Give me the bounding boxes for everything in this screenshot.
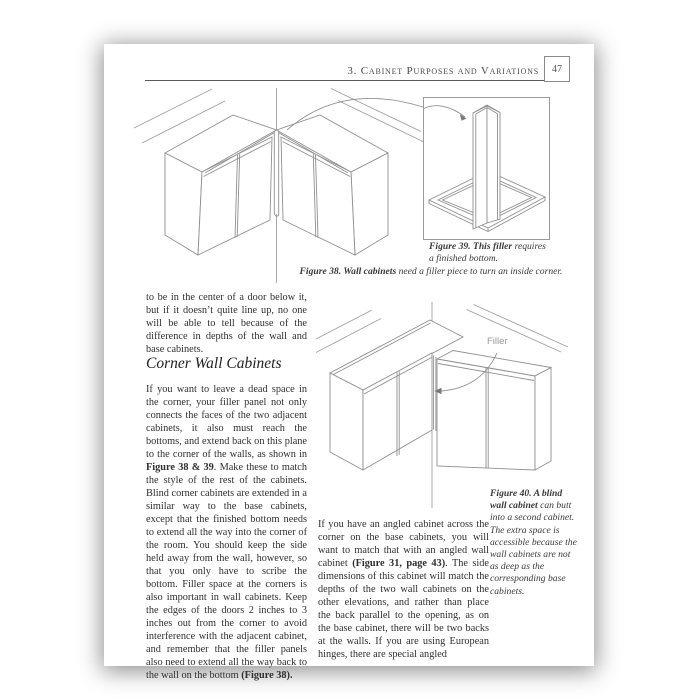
figure-38-caption-lead: Figure 38. Wall cabinets	[299, 266, 399, 277]
figure-40-caption-lead: Figure 40. A blind wall cabinet	[490, 488, 563, 512]
figure-39-inset-drawing	[423, 97, 550, 240]
paragraph-text: . The side dimensions of this cabinet will match the depths of the two wall cabinets on the other elevations, and rather than place the back parallel to the opening, as on the base cabinet, there will be two backs at the walls. If you are using European hinges, there are special angled	[318, 558, 489, 660]
left-wall-cabinet	[165, 115, 277, 255]
figure-40-drawing	[313, 298, 579, 512]
page-number-box	[544, 56, 570, 82]
header-rule	[145, 80, 544, 81]
blind-corner-cabinet	[437, 351, 551, 471]
figure-40-caption	[490, 488, 578, 598]
callout-arc-end	[423, 106, 465, 117]
corner-filler-strip	[434, 356, 436, 432]
right-column-paragraph-1	[318, 518, 489, 661]
figure-38-caption	[296, 266, 566, 278]
figure-39-caption-rest: requires a finished bottom.	[429, 241, 546, 265]
left-column-paragraph-1: to be in the center of a door below it, but if it doesn’t quite line up, no one will be able to tell because of the difference in depths of the wall and base cabinets.	[146, 292, 307, 355]
right-wall-cabinet	[277, 115, 389, 255]
figure-39-caption	[429, 241, 553, 265]
vertical-filler-piece	[473, 105, 500, 229]
figure-38-caption-rest: need a filler piece to turn an inside corner.	[398, 266, 563, 277]
paragraph-text: If you want to leave a dead space in the corner, your filler panel not only connects the faces of the two adjacent cabinets, it also must reach the bottoms, and extend back on this plane to the corner of the walls, as shown in	[146, 384, 307, 460]
figure-reference: (Figure 38).	[241, 670, 293, 681]
corner-filler-strip	[274, 131, 278, 217]
chapter-header: 3. Cabinet Purposes and Variations	[347, 65, 539, 77]
paragraph-text: If you have an angled cabinet across the corner on the base cabinets, you will want to match that with an angled wall cabinet	[318, 519, 489, 569]
paragraph-text: . Make these to match the style of the rest of the cabinets. Blind corner cabinets are extended in a similar way to the base cabinets, except that the finished bottom needs to extend all the way into the corner of the room. You should keep the side held away from the wall, however, so that you only have to scribe the bottom. Filler space at the corners is also important in wall cabinets. Keep the edges of the doors 2 inches to 3 inches out from the corner to avoid interference with the adjacent cabinet, and remember that the filler panels also need to extend all the way back to the wall on the bottom	[146, 462, 307, 681]
figure-39-caption-lead: Figure 39. This filler	[429, 241, 515, 252]
page-number: 47	[552, 63, 562, 75]
figure-reference: (Figure 31, page 43)	[352, 558, 446, 569]
left-column-paragraph-2	[146, 383, 307, 682]
figure-reference: Figure 38 & 39	[146, 462, 214, 473]
figure-40-caption-rest: can butt into a second cabinet. The extra space is accessible because the wall cabinets are not as deep as the corresponding base cabinets.	[490, 500, 577, 597]
filler-label: Filler	[487, 336, 508, 347]
figure-38-drawing	[125, 84, 427, 286]
section-heading: Corner Wall Cabinets	[146, 355, 282, 372]
